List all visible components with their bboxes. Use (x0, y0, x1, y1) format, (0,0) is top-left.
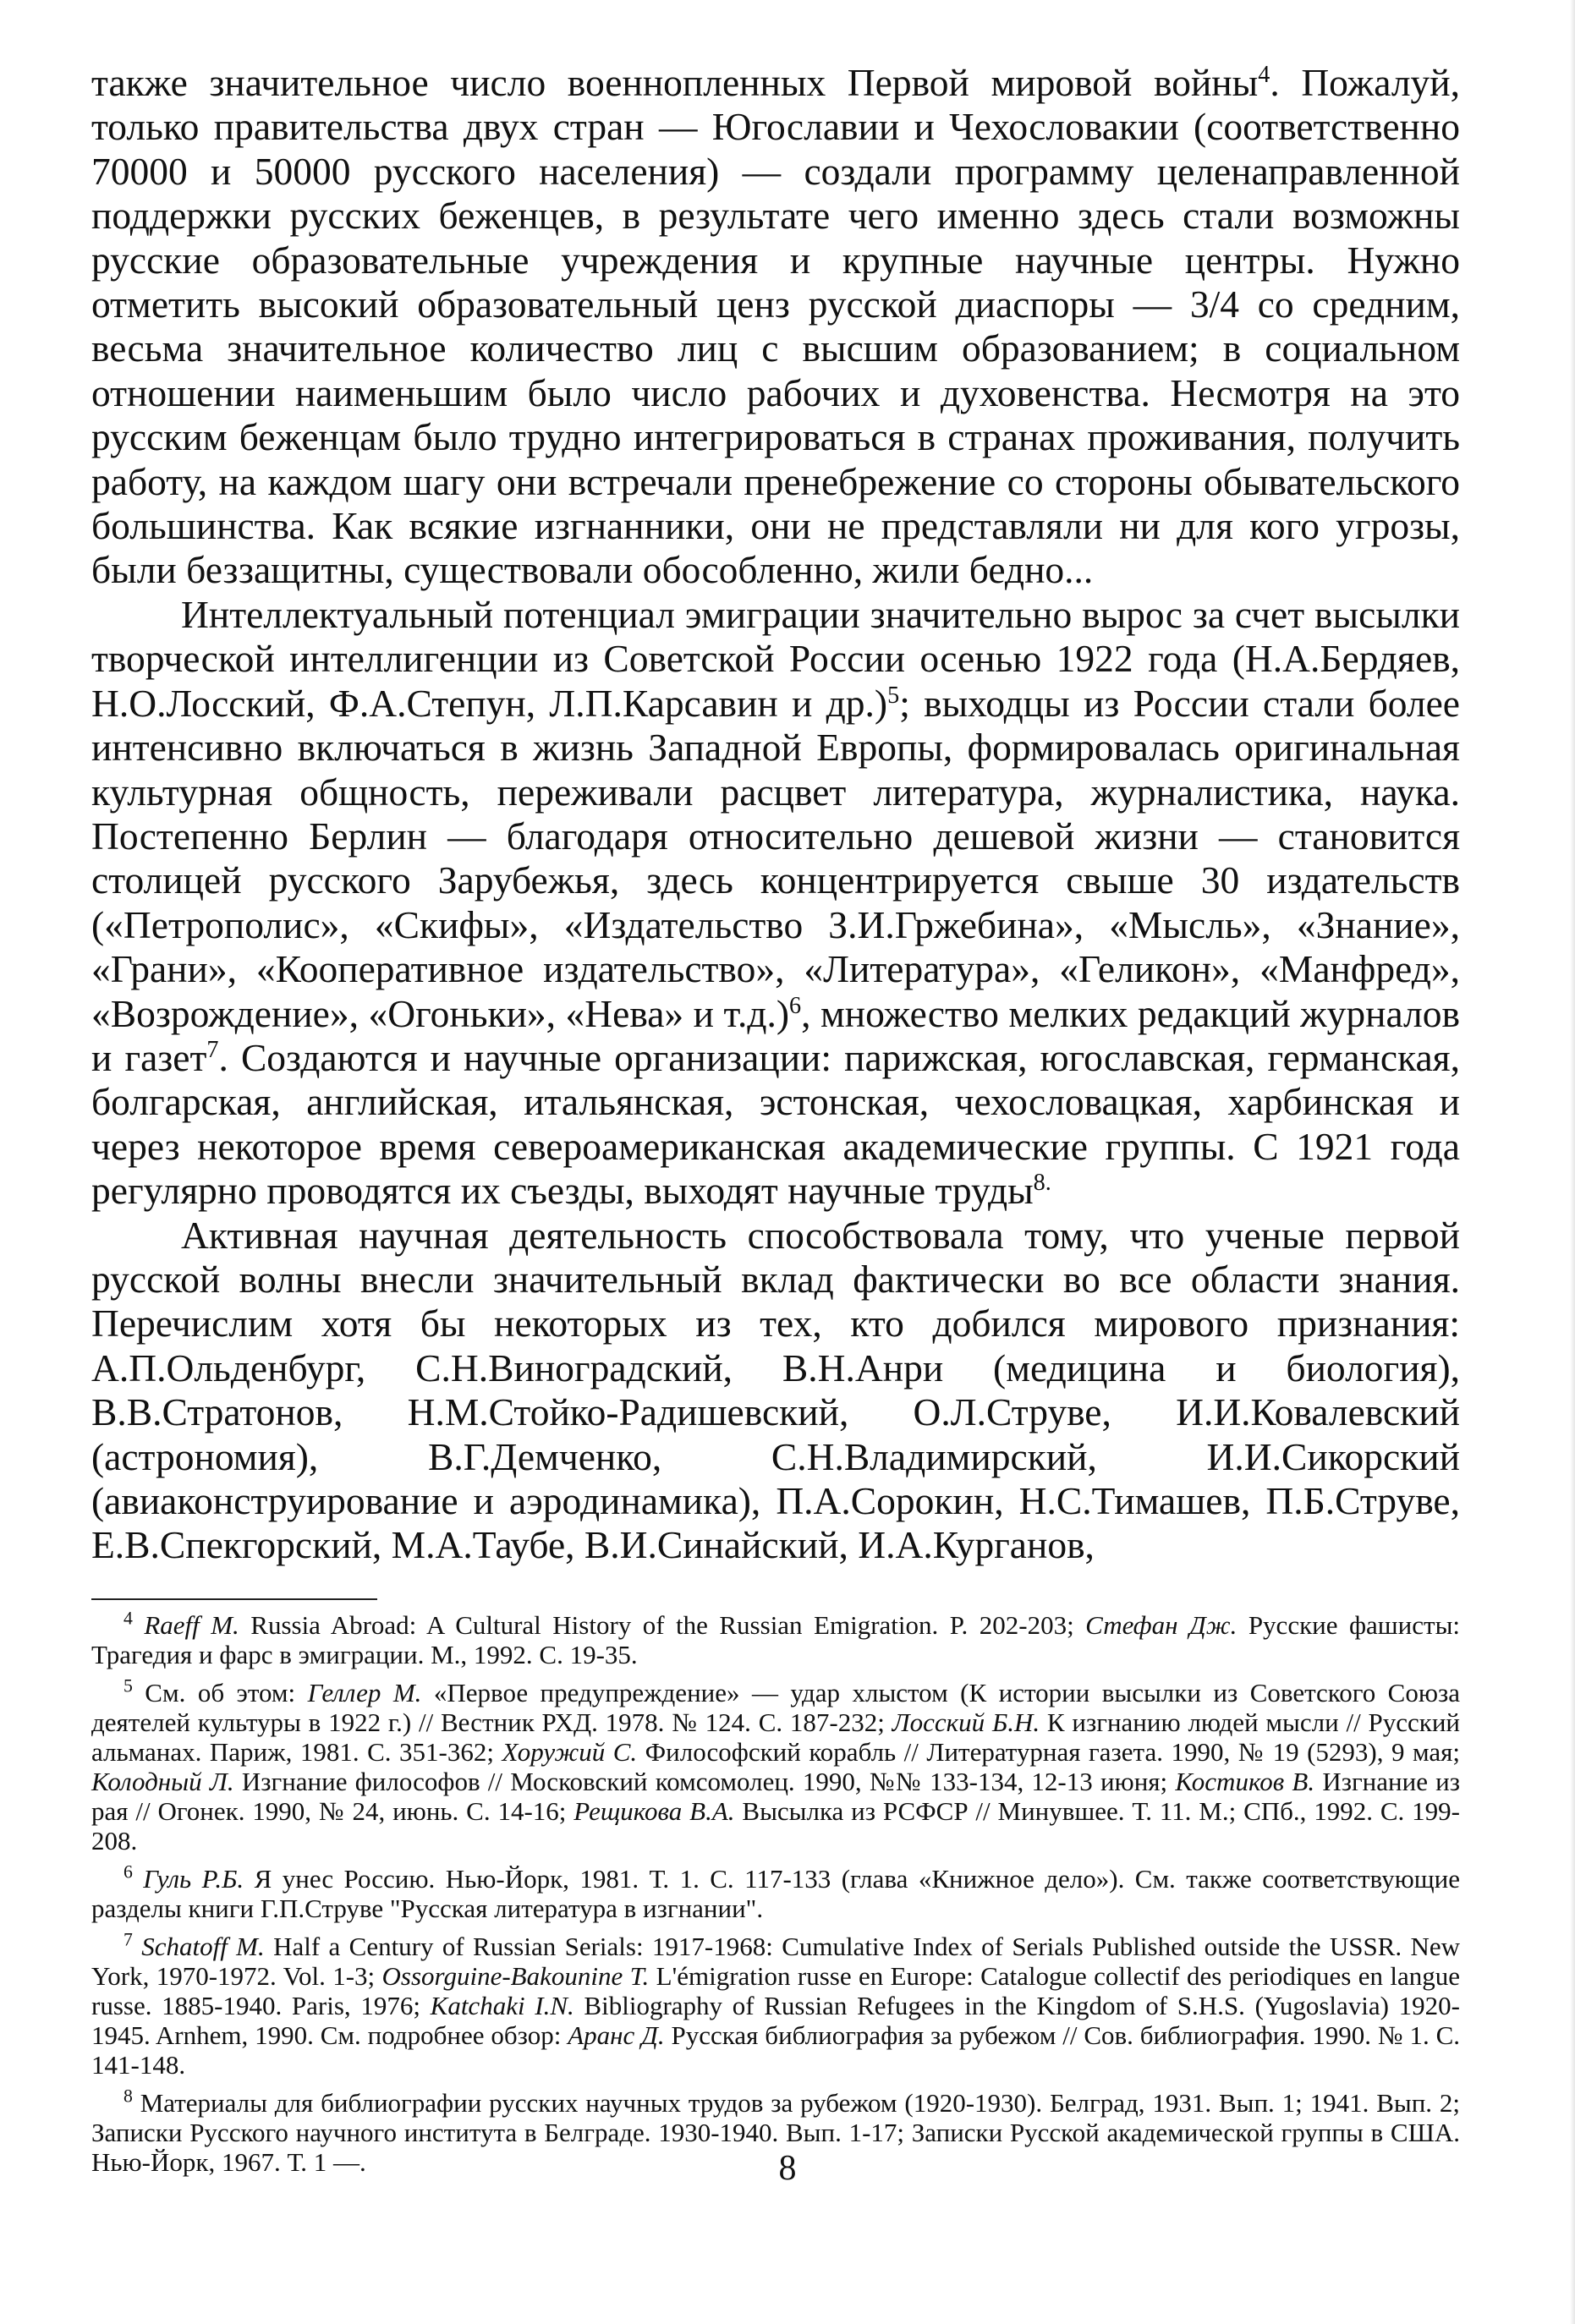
footnote-author: Katchaki I.N. (430, 1990, 574, 2020)
footnote-author: Гуль Р.Б. (143, 1863, 244, 1894)
paragraph-note-ref: 6 (789, 992, 802, 1019)
footnote-author: Стефан Дж. (1085, 1609, 1238, 1640)
footnote-text: L'émigration russe en Europe: Catalogue collectif des periodiques en langue russe. 1885-1940. Paris, 1976; (91, 1960, 1461, 2020)
footnote-author: Лосский Б.Н. (892, 1707, 1040, 1737)
footnote-text: Высылка из РСФСР // Минувшее. Т. 11. М.; СПб., 1992. С. 199-208. (91, 1795, 1460, 1855)
footnote-author: Рещикова В.А. (573, 1795, 735, 1826)
paragraph-note-ref: 4 (1258, 61, 1270, 88)
footnote-text: Изгнание философов // Московский комсомолец. 1990, №№ 133-134, 12-13 июня; (233, 1766, 1176, 1796)
footnote-text: К изгнанию людей мысли // Русский альманах. Париж, 1981. С. 351-362; (91, 1707, 1460, 1767)
paragraph-text: . Создаются и научные организации: парижская, югославская, германская, болгарская, английская, итальянская, эстонская, чехословацкая, харбинская и через некоторое время североамериканская академические группы. С 1921 года регулярно проводятся их съезды, выходят научные труды (91, 1035, 1460, 1213)
footnote-text: Russia Abroad: A Cultural History of the Russian Emigration. P. 202-203; (239, 1609, 1086, 1640)
paragraph-note-ref: 5 (887, 682, 900, 709)
paragraph-3 (91, 1214, 1460, 1568)
paragraph-note-ref: 7 (206, 1036, 219, 1063)
footnote-note-ref: 4 (123, 1608, 133, 1629)
footnote-text: Half a Century of Russian Serials: 1917-1968: Cumulative Index of Serials Published outside the USSR. New York, 1970-1972. Vol. 1-3; (91, 1931, 1460, 1991)
footnote-text (133, 1610, 144, 1640)
footnote-author: Аранс Д. (568, 2020, 665, 2050)
paragraph-note-ref: 8. (1033, 1170, 1051, 1196)
paragraph-2 (91, 593, 1460, 1214)
footnote-author: Геллер М. (307, 1677, 422, 1707)
footnotes (91, 1610, 1460, 2177)
paragraph-text: . Пожалуй, только правительства двух стран — Югославии и Чехословакии (соответственно 70000 и 50000 русского населения) — создали программу целенаправленной поддержки русских беженцев, в результате чего именно здесь стали возможны русские образовательные учреждения и крупные научные центры. Нужно отметить высокий образовательный ценз русской диаспоры — 3/4 со средним, весьма значительное количество лиц с высшим образованием; в социальном отношении наименьшим было число рабочих и духовенства. Несмотря на это русским беженцам было трудно интегрироваться в странах проживания, получить работу, на каждом шагу они встречали пренебрежение со стороны обывательского большинства. Как всякие изгнанники, они не представляли ни для кого угрозы, были беззащитны, существовали обособленно, жили бедно... (91, 61, 1461, 592)
footnote-author: Ossorguine-Bakounine T. (381, 1960, 650, 1991)
footnote-5 (91, 1675, 1461, 1855)
paragraph-1 (91, 61, 1460, 593)
footnote-text: Bibliography of Russian Refugees in the Kingdom of S.H.S. (Yugoslavia) 1920-1945. Arnhem, 1990. См. подробнее обзор: (91, 1990, 1460, 2050)
footnote-text: Русская библиография за рубежом // Сов. библиография. 1990. № 1. С. 141-148. (91, 2020, 1461, 2080)
footnote-6 (91, 1861, 1460, 1923)
footnote-note-ref: 8 (123, 2086, 133, 2107)
footnote-text: «Первое предупреждение» — удар хлыстом (К истории высылки из Советского Союза деятелей культуры в 1922 г.) // Вестник РХД. 1978. № 124. С. 187-232; (91, 1677, 1460, 1737)
footnote-author: Колодный Л. (91, 1766, 234, 1796)
footnote-text: См. об этом: (132, 1677, 308, 1707)
paragraph-text: Активная научная деятельность способствовала тому, что ученые первой русской волны внесли значительный вклад фактически во все области знания. Перечислим хотя бы некоторых из тех, кто добился мирового признания: А.П.Ольденбург, С.Н.Виноградский, В.Н.Анри (медицина и биология), В.В.Стратонов, Н.М.Стойко-Радишевский, О.Л.Струве, И.И.Ковалевский (астрономия), В.Г.Демченко, С.Н.Владимирский, И.И.Сикорский (авиаконструирование и аэродинамика), П.А.Сорокин, Н.С.Тимашев, П.Б.Струве, Е.В.Спекгорский, М.А.Таубе, В.И.Синайский, И.А.Курганов, (91, 1213, 1460, 1567)
footnote-note-ref: 5 (123, 1675, 133, 1696)
paragraph-text: ; выходцы из России стали более интенсивно включаться в жизнь Западной Европы, формировалась оригинальная культурная общность, переживали расцвет литература, журналистика, наука. Постепенно Берлин — благодаря относительно дешевой жизни — становится столицей русского Зарубежья, здесь концентрируется свыше 30 издательств («Петрополис», «Скифы», «Издательство З.И.Гржебина», «Мысль», «Знание», «Грани», «Кооперативное издательство», «Литература», «Геликон», «Манфред», «Возрождение», «Огоньки», «Нева» и т.д.) (91, 681, 1460, 1035)
footnote-text: Русские фашисты: Трагедия и фарс в эмиграции. М., 1992. С. 19-35. (91, 1609, 1461, 1669)
page (91, 61, 1460, 2185)
footnote-text (133, 1864, 143, 1894)
footnote-separator (91, 1598, 377, 1600)
scan-edge (1570, 0, 1575, 2324)
footnote-text: Изгнание из рая // Огонек. 1990, № 24, июнь. С. 14-16; (91, 1766, 1461, 1826)
footnote-text: Материалы для библиографии русских научных трудов за рубежом (1920-1930). Белград, 1931. Вып. 1; 1941. Вып. 2; Записки Русского научного института в Белграде. 1930-1940. Вып. 1-17; Записки Русской академической группы в США. Нью-Йорк, 1967. Т. 1 —. (91, 2087, 1460, 2177)
footnote-7 (91, 1929, 1461, 2080)
footnote-author: Хоружий С. (502, 1736, 638, 1767)
footnote-author: Raeff M. (144, 1609, 239, 1640)
main-text (91, 61, 1460, 1568)
footnote-text: Философский корабль // Литературная газета. 1990, № 19 (5293), 9 мая; (637, 1736, 1461, 1767)
footnote-note-ref: 6 (123, 1861, 133, 1883)
footnote-4 (91, 1610, 1460, 1669)
page-number: 8 (778, 2149, 797, 2188)
paragraph-text: , множество мелких редакций журналов и газет (91, 991, 1460, 1079)
footnote-text: Я унес Россию. Нью-Йорк, 1981. Т. 1. С. 117-133 (глава «Книжное дело»). См. также соответствующие разделы книги Г.П.Струве "Русская литература в изгнании". (91, 1863, 1460, 1923)
footnote-author: Schatoff M. (141, 1931, 265, 1961)
footnote-author: Костиков В. (1175, 1766, 1315, 1796)
footnote-note-ref: 7 (123, 1929, 133, 1950)
footnote-text (133, 1932, 141, 1961)
paragraph-text: также значительное число военнопленных Первой мировой войны (91, 61, 1259, 104)
paragraph-text: Интеллектуальный потенциал эмиграции значительно вырос за счет высылки творческой интеллигенции из Советской России осенью 1922 года (Н.А.Бердяев, Н.О.Лосский, Ф.А.Степун, Л.П.Карсавин и др.) (91, 592, 1460, 725)
